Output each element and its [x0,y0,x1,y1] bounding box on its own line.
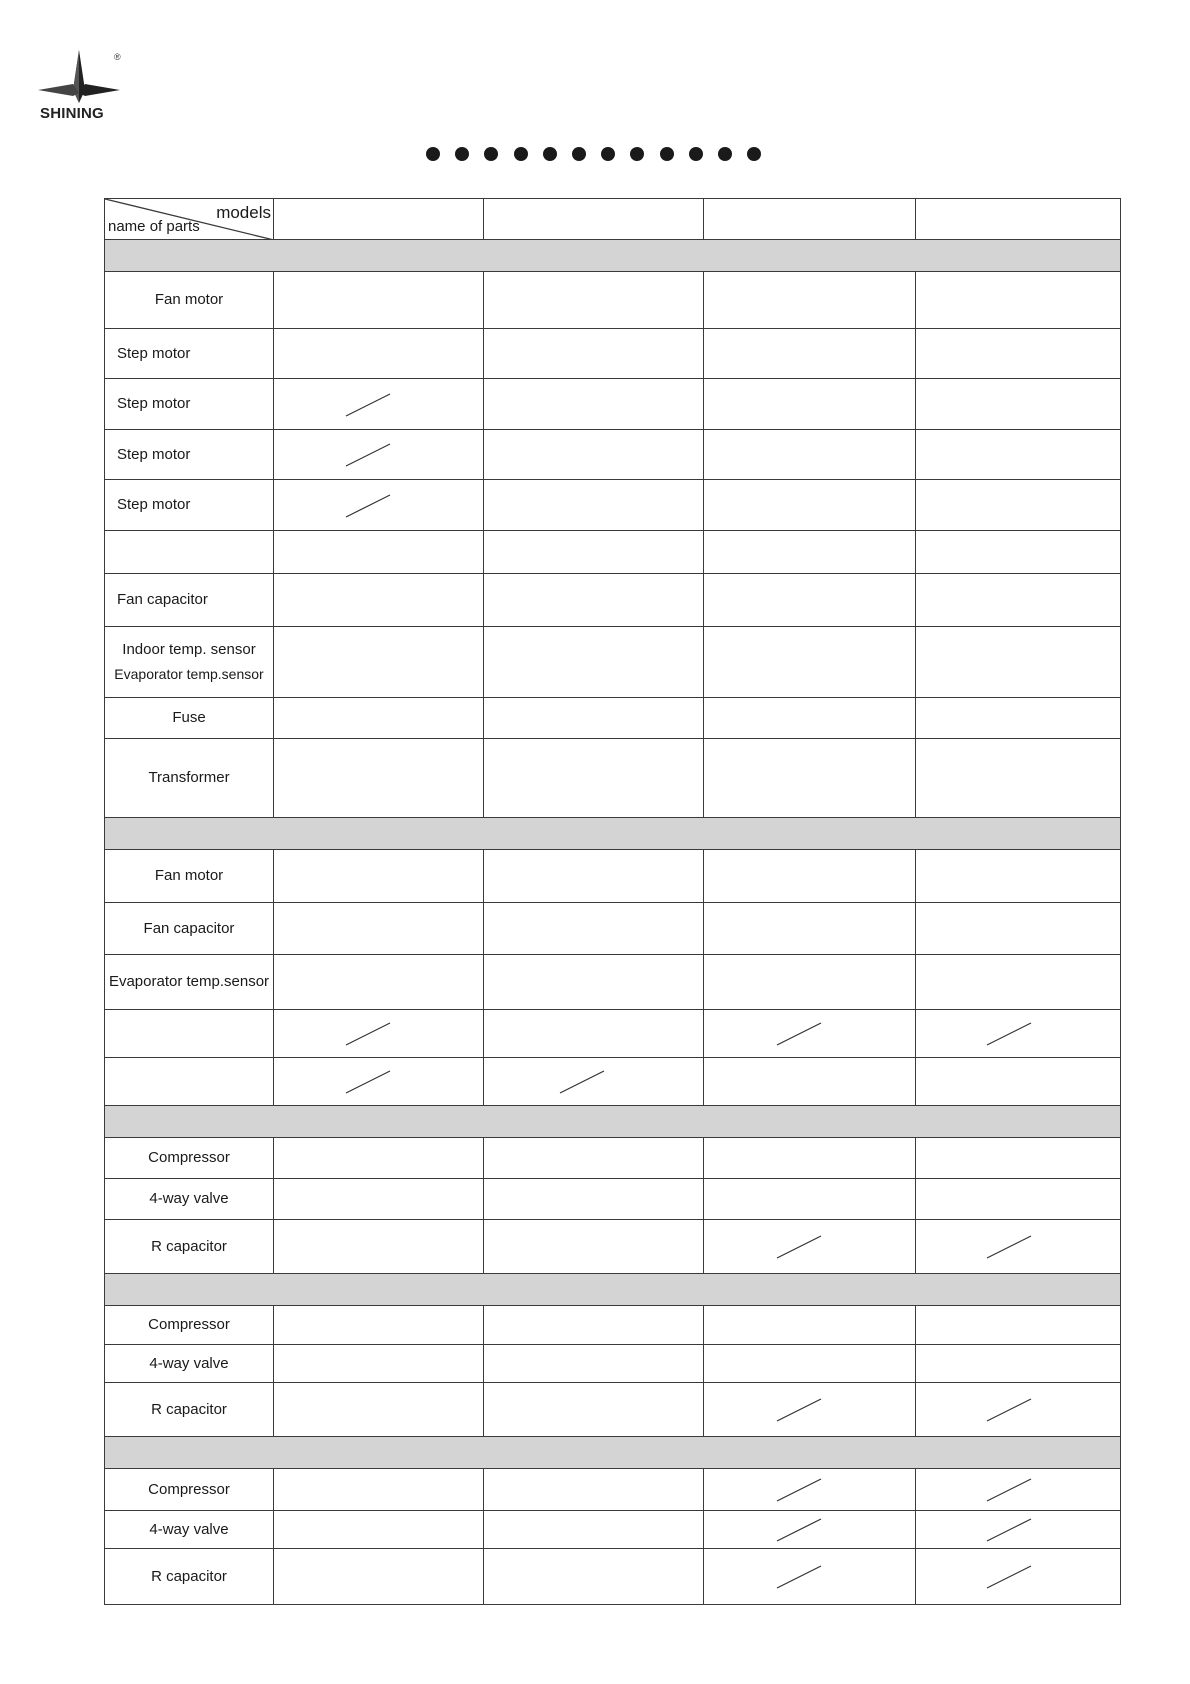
part-name-cell [105,574,274,627]
model-cell [704,1010,916,1058]
model-cell [916,627,1121,698]
title-dot [660,147,674,161]
part-name: Compressor [148,1480,230,1498]
model-cell [704,480,916,531]
table-row [105,1383,1121,1437]
part-name-cell [105,379,274,430]
part-name-cell [105,1383,274,1437]
model-cell [484,903,704,955]
model-cell [916,1306,1121,1345]
not-applicable-slash [559,1069,605,1095]
model-cell [916,1383,1121,1437]
part-name-cell [105,1345,274,1383]
part-name: Step motor [117,445,191,463]
model-cell [704,1306,916,1345]
model-cell [704,1138,916,1179]
part-name-cell [105,1010,274,1058]
model-cell [916,955,1121,1010]
title-dot [514,147,528,161]
not-applicable-slash [986,1021,1032,1047]
part-name-cell [105,1058,274,1106]
not-applicable-slash [345,493,391,519]
section-header-row [105,818,1121,850]
model-cell [704,955,916,1010]
part-name: Fan capacitor [143,919,235,937]
model-cell [704,1549,916,1605]
model-cell [916,379,1121,430]
model-cell [916,272,1121,329]
not-applicable-slash [986,1397,1032,1423]
model-cell [274,1058,484,1106]
header-row [105,199,1121,240]
model-cell [704,1383,916,1437]
model-cell [274,1469,484,1511]
model-cell [484,329,704,379]
part-name: Step motor [117,395,191,412]
title-dot [601,147,615,161]
part-name-cell [105,1511,274,1549]
model-cell [484,1306,704,1345]
part-name: R capacitor [151,1400,227,1418]
model-cell [704,627,916,698]
table-row [105,1345,1121,1383]
part-name: Step motor [117,344,191,362]
model-cell [704,1179,916,1220]
table-row [105,1138,1121,1179]
section-band [105,818,1121,850]
model-cell [484,1469,704,1511]
not-applicable-slash [345,1021,391,1047]
not-applicable-slash [345,442,391,468]
model-cell [274,1179,484,1220]
part-name-cell [105,1138,274,1179]
model-cell [704,739,916,818]
not-applicable-slash [986,1477,1032,1503]
model-cell [274,379,484,430]
model-cell [704,903,916,955]
title-dot [747,147,761,161]
model-cell [484,531,704,574]
model-cell [274,1345,484,1383]
title-dot [572,147,586,161]
table-row [105,850,1121,903]
model-cell [916,850,1121,903]
model-cell [274,739,484,818]
part-name-cell [105,903,274,955]
model-cell [274,1549,484,1605]
model-cell [274,1010,484,1058]
part-name-cell [105,1306,274,1345]
table-row [105,1549,1121,1605]
table-row [105,1469,1121,1511]
model-cell [916,531,1121,574]
part-name: 4-way valve [149,1354,229,1372]
table-row [105,531,1121,574]
model-cell [704,1469,916,1511]
model-cell [484,627,704,698]
section-band [105,1106,1121,1138]
model-col-3 [704,199,916,240]
part-name-cell [105,1469,274,1511]
header-cell [105,199,274,240]
part-name: R capacitor [151,1237,227,1255]
part-name: Evaporator temp.sensor [108,973,270,990]
model-cell [274,430,484,480]
part-name-cell [105,698,274,739]
model-cell [484,698,704,739]
model-cell [916,1469,1121,1511]
model-cell [274,1383,484,1437]
table-row [105,1306,1121,1345]
model-cell [704,272,916,329]
model-cell [484,1138,704,1179]
model-cell [916,329,1121,379]
part-name: Transformer [148,769,230,786]
part-name-secondary: Evaporator temp.sensor [114,665,264,682]
brand-name: SHINING [40,105,104,122]
title-dot [689,147,703,161]
section-header-row [105,240,1121,272]
model-cell [274,850,484,903]
part-name-cell [105,1179,274,1220]
table-row [105,1511,1121,1549]
title-dots [426,147,761,161]
section-band [105,240,1121,272]
brand-logo [38,48,128,124]
model-cell [484,574,704,627]
model-cell [916,1010,1121,1058]
model-cell [274,1306,484,1345]
model-cell [484,850,704,903]
part-name-cell [105,739,274,818]
model-cell [704,850,916,903]
table-row [105,329,1121,379]
model-cell [484,1511,704,1549]
models-label: models [216,203,271,222]
part-name: Step motor [117,496,191,513]
model-cell [704,574,916,627]
part-name: Fuse [172,709,206,726]
model-cell [704,1058,916,1106]
not-applicable-slash [776,1517,822,1543]
not-applicable-slash [986,1517,1032,1543]
not-applicable-slash [986,1564,1032,1590]
section-band [105,1437,1121,1469]
model-cell [916,1220,1121,1274]
model-cell [916,480,1121,531]
model-cell [916,1345,1121,1383]
section-band [105,1274,1121,1306]
part-name: 4-way valve [149,1520,229,1538]
part-name-cell [105,955,274,1010]
table-row [105,1179,1121,1220]
table-row [105,739,1121,818]
part-name-cell [105,329,274,379]
table-row [105,480,1121,531]
table-row [105,698,1121,739]
model-cell [704,1511,916,1549]
part-name-cell [105,430,274,480]
part-name: R capacitor [151,1567,227,1585]
not-applicable-slash [776,1477,822,1503]
model-cell [274,480,484,531]
model-cell [916,903,1121,955]
model-col-2 [484,199,704,240]
table-row [105,272,1121,329]
model-cell [274,272,484,329]
model-cell [704,698,916,739]
model-cell [704,531,916,574]
table-row [105,1220,1121,1274]
part-name: Fan motor [154,867,224,884]
section-header-row [105,1437,1121,1469]
registered-mark: ® [114,52,121,62]
model-cell [484,1179,704,1220]
model-cell [484,739,704,818]
model-cell [274,1511,484,1549]
model-cell [704,329,916,379]
table-row [105,430,1121,480]
not-applicable-slash [345,392,391,418]
model-cell [484,1010,704,1058]
title-dot [484,147,498,161]
part-name: Indoor temp. sensor [122,640,256,658]
model-cell [916,430,1121,480]
table-row [105,1058,1121,1106]
not-applicable-slash [776,1234,822,1260]
part-name-cell [105,480,274,531]
model-cell [484,1549,704,1605]
section-header-row [105,1106,1121,1138]
section-header-row [105,1274,1121,1306]
part-name-cell [105,1220,274,1274]
table-row [105,1010,1121,1058]
part-name: Compressor [148,1149,230,1166]
model-cell [916,739,1121,818]
not-applicable-slash [986,1234,1032,1260]
not-applicable-slash [776,1397,822,1423]
parts-label: name of parts [108,218,200,235]
title-dot [718,147,732,161]
table-row [105,379,1121,430]
part-name-cell [105,272,274,329]
model-cell [704,1220,916,1274]
not-applicable-slash [776,1564,822,1590]
parts-table [104,198,1121,1605]
model-cell [484,430,704,480]
model-cell [274,1220,484,1274]
part-name-cell [105,850,274,903]
model-cell [916,1511,1121,1549]
model-cell [274,903,484,955]
model-cell [916,574,1121,627]
model-cell [484,480,704,531]
part-name: Compressor [148,1316,230,1333]
part-name-cell [105,1549,274,1605]
model-cell [484,272,704,329]
model-cell [274,627,484,698]
model-cell [484,1383,704,1437]
model-cell [704,430,916,480]
table-row [105,955,1121,1010]
part-name: Fan capacitor [117,591,208,608]
model-cell [274,531,484,574]
not-applicable-slash [776,1021,822,1047]
part-name-cell [105,627,274,698]
part-name-cell [105,531,274,574]
table-row [105,903,1121,955]
model-cell [916,1138,1121,1179]
model-cell [274,698,484,739]
model-cell [274,329,484,379]
title-dot [426,147,440,161]
model-cell [484,955,704,1010]
title-dot [543,147,557,161]
model-cell [704,1345,916,1383]
not-applicable-slash [345,1069,391,1095]
model-cell [916,1179,1121,1220]
part-name: 4-way valve [149,1190,229,1207]
model-col-1 [274,199,484,240]
model-cell [916,1058,1121,1106]
model-cell [484,379,704,430]
model-cell [484,1220,704,1274]
model-col-4 [916,199,1121,240]
title-dot [455,147,469,161]
table-row [105,574,1121,627]
model-cell [274,574,484,627]
table-row [105,627,1121,698]
title-dot [630,147,644,161]
model-cell [274,955,484,1010]
model-cell [484,1345,704,1383]
model-cell [916,698,1121,739]
model-cell [484,1058,704,1106]
model-cell [704,379,916,430]
model-cell [916,1549,1121,1605]
part-name: Fan motor [154,291,224,308]
model-cell [274,1138,484,1179]
